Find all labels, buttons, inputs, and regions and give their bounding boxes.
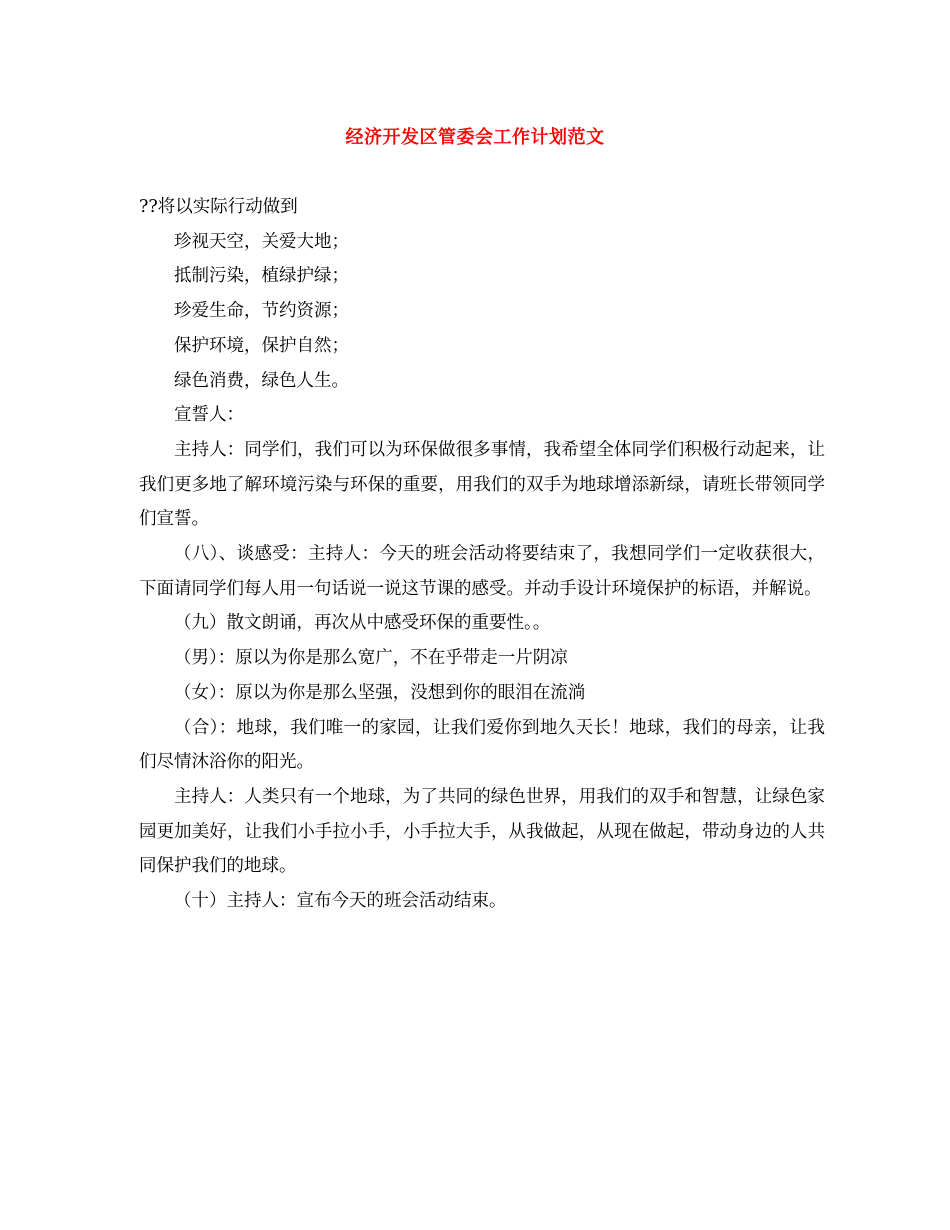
paragraph-13: （合）：地球，我们唯一的家园，让我们爱你到地久天长！地球，我们的母亲，让我们尽情沐浴你的阳光。: [139, 717, 825, 773]
paragraph-6: 绿色消费，绿色人生。: [174, 370, 349, 391]
paragraph-1: ??将以实际行动做到: [139, 197, 298, 217]
paragraph-10: （九）散文朗诵，再次从中感受环保的重要性。。: [174, 613, 551, 634]
paragraph-4: 珍爱生命，节约资源；: [174, 301, 349, 322]
paragraph-7: 宣誓人：: [174, 405, 244, 426]
paragraph-14: 主持人：人类只有一个地球，为了共同的绿色世界，用我们的双手和智慧，让绿色家园更加美好，让我们小手拉小手，小手拉大手，从我做起，从现在做起，带动身边的人共同保护我们的地球。: [139, 786, 825, 877]
paragraph-3: 抵制污染，植绿护绿；: [174, 266, 349, 287]
document-body: [139, 190, 825, 919]
document-title: 经济开发区管委会工作计划范文: [345, 127, 605, 148]
paragraph-2: 珍视天空，关爱大地；: [174, 231, 349, 252]
paragraph-15: （十）主持人：宣布今天的班会活动结束。: [174, 891, 507, 912]
paragraph-11: （男）：原以为你是那么宽广，不在乎带走一片阴凉: [174, 648, 568, 669]
paragraph-5: 保护环境，保护自然；: [174, 335, 349, 356]
paragraph-12: （女）：原以为你是那么坚强，没想到你的眼泪在流淌: [174, 682, 586, 703]
paragraph-8: 主持人：同学们，我们可以为环保做很多事情，我希望全体同学们积极行动起来，让我们更多地了解环境污染与环保的重要，用我们的双手为地球增添新绿，请班长带领同学们宣誓。: [139, 439, 825, 530]
paragraph-9: （八）、谈感受：主持人：今天的班会活动将要结束了，我想同学们一定收获很大，下面请同学们每人用一句话说一说这节课的感受。并动手设计环境保护的标语，并解说。: [139, 544, 825, 599]
